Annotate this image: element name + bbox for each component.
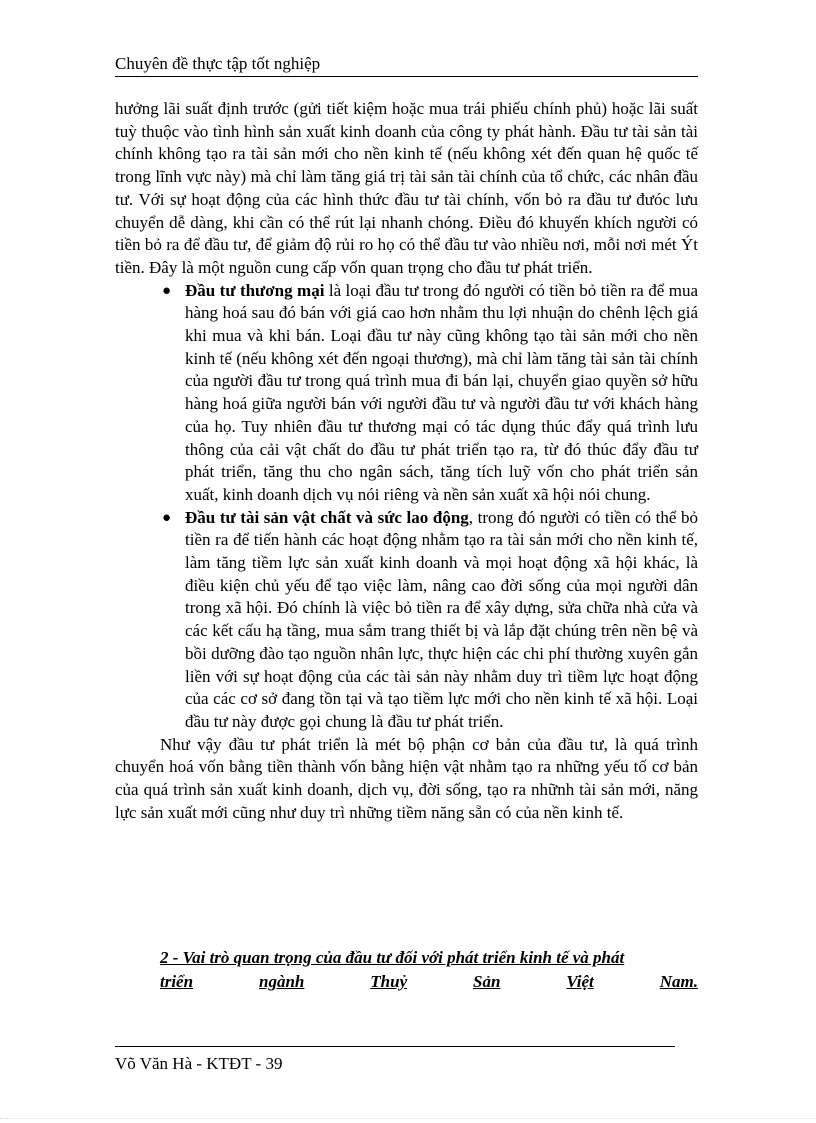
section-heading-line1: 2 - Vai trò quan trọng của đầu tư đối với phát triển kinh tế và phát xyxy=(160,948,625,967)
heading-word: Việt xyxy=(566,972,594,991)
page-edge-divider xyxy=(0,1118,816,1119)
footer-author: Võ Văn Hà - KTĐT - 39 xyxy=(115,1054,283,1073)
bullet-dot-icon: ● xyxy=(162,509,172,526)
bullet-dot-icon: ● xyxy=(162,282,172,299)
footer-divider xyxy=(115,1046,675,1047)
heading-word: triển xyxy=(160,972,194,991)
bullet-item-commercial-investment xyxy=(115,280,698,507)
bullet-term: Đầu tư tài sản vật chất và sức lao động xyxy=(185,507,469,527)
heading-word: Sản xyxy=(473,972,501,991)
heading-word: Nam. xyxy=(659,972,698,991)
bullet-text: là loại đầu tư trong đó người có tiền bỏ tiền ra để mua hàng hoá sau đó bán với giá cao hơn nhằm thu lợi nhuận do chênh lệch giá khi mua và khi bán. Loại đầu tư này cũng không tạo tài sản mới cho nền kinh tế (nếu không xét đến ngoại thương), mà chỉ làm tăng tài sản tài chính của người đầu tư trong quá trình mua đi bán lại, chuyển giao quyền sở hữu hàng hoá giữa người bán với người đầu tư và người đầu tư với khách hàng của họ. Tuy nhiên đầu tư thương mại có tác dụng thúc đẩy quá trình lưu thông của cải vật chất do đầu tư phát triển tạo ra, từ đó thúc đẩy đầu tư phát triển, tăng thu cho ngân sách, tăng tích luỹ vốn cho phát triển sản xuất, kinh doanh dịch vụ nói riêng và nền sản xuất xã hội nói chung. xyxy=(185,280,698,504)
page-footer xyxy=(115,1052,282,1076)
bullet-term: Đầu tư thương mại xyxy=(185,280,325,300)
closing-paragraph: Như vậy đầu tư phát triển là mét bộ phận cơ bản của đầu tư, là quá trình chuyển hoá vốn bằng tiền thành vốn bằng hiện vật nhằm tạo ra những yếu tố cơ bản của quá trình sản xuất kinh doanh, dịch vụ, đời sống, tạo ra nhữnh tài sản mới, năng lực sản xuất mới cũng như duy trì những tiềm năng sẵn có của nền kinh tế. xyxy=(115,734,698,822)
heading-word: Thuỷ xyxy=(370,972,408,991)
section-heading-line2 xyxy=(160,970,698,994)
page-header xyxy=(115,52,698,77)
body-text xyxy=(115,98,698,825)
bullet-text: , trong đó người có tiền có thể bỏ tiền ra để tiến hành các hoạt động nhằm tạo ra tài sản mới cho nền kinh tế, làm tăng tiềm lực sản xuất kinh doanh và mọi hoạt động xã hội khác, là điều kiện chủ yếu để tạo việc làm, nâng cao đời sống của mọi người dân trong xã hội. Đó chính là việc bỏ tiền ra để xây dựng, sửa chữa nhà cửa và các kết cấu hạ tầng, mua sắm trang thiết bị và lắp đặt chúng trên nền bệ và bồi dưỡng đào tạo nguồn nhân lực, thực hiện các chi phí thường xuyên gắn liền với sự hoạt động của các tài sản này nhằm duy trì tiềm lực hoạt động của các cơ sở đang tồn tại và tạo tiềm lực mới cho nền kinh tế xã hội. Loại đầu tư này được gọi chung là đầu tư phát triển. xyxy=(185,507,698,731)
section-heading xyxy=(160,946,698,994)
bullet-list xyxy=(115,280,698,734)
heading-word: ngành xyxy=(258,972,305,991)
document-title: Chuyên đề thực tập tốt nghiệp xyxy=(115,54,321,73)
bullet-item-physical-asset-investment xyxy=(115,507,698,734)
intro-paragraph: hưởng lãi suất định trước (gửi tiết kiệm hoặc mua trái phiếu chính phủ) hoặc lãi suất tuỳ thuộc vào tình hình sản xuất kinh doanh của công ty phát hành. Đầu tư tài sản tài chính không tạo ra tài sản mới cho nền kinh tế (nếu không xét đến quan hệ quốc tế trong lĩnh vực này) mà chỉ làm tăng giá trị tài sản tài chính của tổ chức, các nhân đầu tư. Với sự hoạt động của các hình thức đầu tư tài chính, vốn bỏ ra đầu tư đưóc lưu chuyển dễ dàng, khi cần có thể rút lại nhanh chóng. Điều đó khuyến khích người có tiền bỏ ra để đầu tư, để giảm độ rủi ro họ có thể đầu tư vào nhiều nơi, mỗi nơi mét Ýt tiền. Đây là một nguồn cung cấp vốn quan trọng cho đầu tư phát triển. xyxy=(115,99,698,277)
